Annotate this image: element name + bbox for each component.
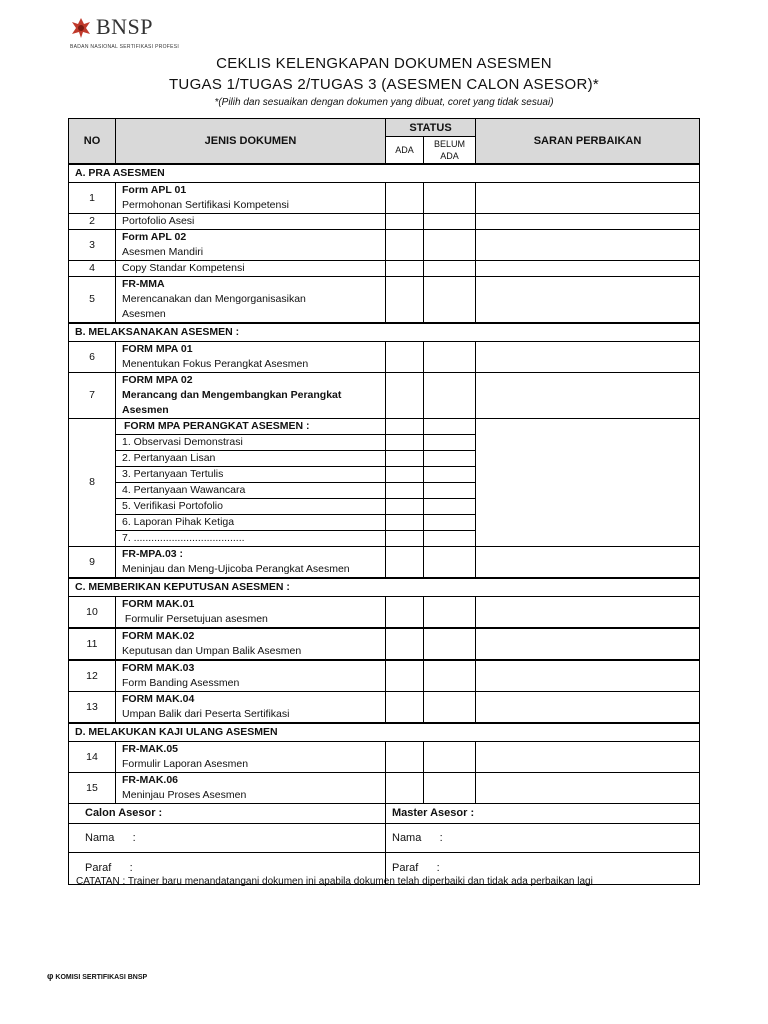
saran-cell[interactable] xyxy=(476,276,700,323)
doc-code: Form APL 02 xyxy=(122,230,187,243)
belum-ada-cell[interactable] xyxy=(424,596,476,628)
belum-ada-cell[interactable] xyxy=(424,660,476,692)
ada-cell[interactable] xyxy=(386,741,424,772)
doc-desc: Menentukan Fokus Perangkat Asesmen xyxy=(122,357,309,370)
table-row xyxy=(69,213,700,229)
belum-ada-cell[interactable] xyxy=(424,341,476,372)
doc-desc: Asesmen xyxy=(122,403,169,416)
ada-cell[interactable] xyxy=(386,466,424,482)
bnsp-logo xyxy=(68,14,178,54)
signature-nama-row xyxy=(69,823,700,852)
ada-cell[interactable] xyxy=(386,498,424,514)
doc-code: FORM MPA PERANGKAT ASESMEN : xyxy=(124,419,310,432)
doc-code: FR-MPA.03 : xyxy=(122,547,184,560)
ada-cell[interactable] xyxy=(386,260,424,276)
ada-cell[interactable] xyxy=(386,182,424,213)
table-row xyxy=(69,276,700,323)
row-number: 7 xyxy=(69,372,116,418)
ada-cell[interactable] xyxy=(386,772,424,803)
belum-ada-cell[interactable] xyxy=(424,276,476,323)
section-b-heading: B. MELAKSANAKAN ASESMEN : xyxy=(69,323,700,342)
table-row xyxy=(69,660,700,692)
row-number: 5 xyxy=(69,276,116,323)
doc-desc: Permohonan Sertifikasi Kompetensi xyxy=(122,198,289,211)
doc-desc: Meninjau Proses Asesmen xyxy=(122,788,247,801)
doc-code: Form APL 01 xyxy=(122,183,187,196)
document-title: CEKLIS KELENGKAPAN DOKUMEN ASESMEN xyxy=(216,55,552,72)
selection-note: *(Pilih dan sesuaikan dengan dokumen yang dibuat, coret yang tidak sesuai) xyxy=(214,97,554,108)
saran-cell[interactable] xyxy=(476,341,700,372)
belum-ada-cell[interactable] xyxy=(424,213,476,229)
footer-logo-icon: φ xyxy=(47,971,54,981)
saran-cell[interactable] xyxy=(476,596,700,628)
table-row xyxy=(69,741,700,772)
sub-item: 3. Pertanyaan Tertulis xyxy=(122,467,224,480)
belum-ada-cell[interactable] xyxy=(424,418,476,434)
calon-asesor-label: Calon Asesor : xyxy=(69,803,386,823)
saran-cell[interactable] xyxy=(476,660,700,692)
table-row xyxy=(69,596,700,628)
ada-cell[interactable] xyxy=(386,546,424,578)
saran-cell[interactable] xyxy=(476,260,700,276)
table-row xyxy=(69,341,700,372)
table-row xyxy=(69,772,700,803)
saran-cell[interactable] xyxy=(476,372,700,418)
master-paraf-field[interactable]: Paraf : xyxy=(386,852,700,884)
header-row xyxy=(69,119,700,137)
col-no-header: NO xyxy=(69,119,116,164)
doc-code: FORM MPA 01 xyxy=(122,342,193,355)
row-number: 6 xyxy=(69,341,116,372)
row-number: 4 xyxy=(69,260,116,276)
checklist-table xyxy=(68,118,700,885)
saran-cell[interactable] xyxy=(476,229,700,260)
belum-ada-cell[interactable] xyxy=(424,482,476,498)
saran-cell[interactable] xyxy=(476,628,700,660)
doc-desc: Copy Standar Kompetensi xyxy=(122,261,245,274)
table-row xyxy=(69,546,700,578)
saran-cell[interactable] xyxy=(476,182,700,213)
garuda-logo-icon xyxy=(70,16,92,40)
saran-cell[interactable] xyxy=(476,691,700,723)
logo-subtext: BADAN NASIONAL SERTIFIKASI PROFESI xyxy=(70,44,180,50)
belum-ada-cell[interactable] xyxy=(424,628,476,660)
doc-desc: Formulir Laporan Asesmen xyxy=(122,757,249,770)
section-d-heading: D. MELAKUKAN KAJI ULANG ASESMEN xyxy=(69,723,700,742)
saran-cell[interactable] xyxy=(476,741,700,772)
row-number: 9 xyxy=(69,546,116,578)
col-ada-header: ADA xyxy=(386,137,424,164)
table-row xyxy=(69,260,700,276)
ada-cell[interactable] xyxy=(386,372,424,418)
doc-desc: Meninjau dan Meng-Ujicoba Perangkat Asesmen xyxy=(122,562,350,575)
belum-ada-cell[interactable] xyxy=(424,260,476,276)
ada-cell[interactable] xyxy=(386,229,424,260)
belum-ada-cell[interactable] xyxy=(424,530,476,546)
belum-ada-cell[interactable] xyxy=(424,741,476,772)
doc-code: FORM MAK.01 xyxy=(122,597,195,610)
ada-cell[interactable] xyxy=(386,450,424,466)
doc-desc: Asesmen Mandiri xyxy=(122,245,204,258)
doc-desc: Merencanakan dan Mengorganisasikan xyxy=(122,292,306,305)
doc-code: FORM MAK.03 xyxy=(122,661,195,674)
belum-ada-cell[interactable] xyxy=(424,372,476,418)
table-row xyxy=(69,229,700,260)
belum-ada-cell[interactable] xyxy=(424,691,476,723)
row-number: 11 xyxy=(69,628,116,660)
saran-cell[interactable] xyxy=(476,213,700,229)
ada-cell[interactable] xyxy=(386,691,424,723)
belum-ada-cell[interactable] xyxy=(424,466,476,482)
row-number: 14 xyxy=(69,741,116,772)
doc-code: FR-MAK.06 xyxy=(122,773,179,786)
belum-ada-cell[interactable] xyxy=(424,182,476,213)
logo-text: BNSP xyxy=(96,14,154,39)
doc-code: FORM MAK.02 xyxy=(122,629,195,642)
catatan-note: CATATAN : Trainer baru menandatangani dokumen ini apabila dokumen telah diperbaiki dan tidak ada perbaikan lagi xyxy=(76,876,593,887)
doc-desc: Portofolio Asesi xyxy=(122,214,195,227)
calon-paraf-field[interactable]: Paraf : xyxy=(69,852,386,884)
document-subtitle: TUGAS 1/TUGAS 2/TUGAS 3 (ASESMEN CALON ASESOR)* xyxy=(168,76,600,93)
saran-cell[interactable] xyxy=(476,546,700,578)
col-saran-header: SARAN PERBAIKAN xyxy=(476,119,700,164)
doc-desc: Umpan Balik dari Peserta Sertifikasi xyxy=(122,707,290,720)
doc-code: FORM MPA 02 xyxy=(122,373,193,386)
doc-desc: Form Banding Asessmen xyxy=(122,676,240,689)
ada-cell[interactable] xyxy=(386,530,424,546)
signature-heading-row xyxy=(69,803,700,823)
col-belum-header: BELUM ADA xyxy=(424,137,476,164)
ada-cell[interactable] xyxy=(386,628,424,660)
ada-cell[interactable] xyxy=(386,660,424,692)
doc-desc: Keputusan dan Umpan Balik Asesmen xyxy=(122,644,302,657)
ada-cell[interactable] xyxy=(386,482,424,498)
ada-cell[interactable] xyxy=(386,514,424,530)
doc-code: FR-MMA xyxy=(122,277,165,290)
row-number: 12 xyxy=(69,660,116,692)
col-jenis-header: JENIS DOKUMEN xyxy=(116,119,386,164)
footer-text: KOMISI SERTIFIKASI BNSP xyxy=(55,974,148,981)
ada-cell[interactable] xyxy=(386,276,424,323)
doc-code: FORM MAK.04 xyxy=(122,692,195,705)
saran-cell[interactable] xyxy=(476,772,700,803)
row-number: 3 xyxy=(69,229,116,260)
ada-cell[interactable] xyxy=(386,213,424,229)
sub-item: 6. Laporan Pihak Ketiga xyxy=(122,515,235,528)
belum-ada-cell[interactable] xyxy=(424,498,476,514)
doc-desc: Merancang dan Mengembangkan Perangkat xyxy=(122,388,342,401)
row-number: 1 xyxy=(69,182,116,213)
sub-item: 1. Observasi Demonstrasi xyxy=(122,435,243,448)
row-number: 15 xyxy=(69,772,116,803)
doc-desc: Formulir Persetujuan asesmen xyxy=(122,612,268,625)
row-number: 13 xyxy=(69,691,116,723)
belum-ada-cell[interactable] xyxy=(424,514,476,530)
table-row xyxy=(69,372,700,418)
master-asesor-label: Master Asesor : xyxy=(386,803,700,823)
ada-cell[interactable] xyxy=(386,434,424,450)
row-number: 8 xyxy=(69,418,116,546)
sub-item: 7. ...................................... xyxy=(122,531,245,544)
belum-ada-cell[interactable] xyxy=(424,229,476,260)
table-row xyxy=(69,418,700,434)
belum-ada-cell[interactable] xyxy=(424,450,476,466)
section-a-heading: A. PRA ASESMEN xyxy=(69,164,700,183)
saran-cell[interactable] xyxy=(476,418,700,546)
sub-item: 2. Pertanyaan Lisan xyxy=(122,451,216,464)
table-row xyxy=(69,182,700,213)
ada-cell[interactable] xyxy=(386,341,424,372)
calon-nama-field[interactable]: Nama : xyxy=(69,823,386,852)
footer xyxy=(47,971,147,981)
table-row xyxy=(69,691,700,723)
sub-item: 4. Pertanyaan Wawancara xyxy=(122,483,246,496)
table-row xyxy=(69,628,700,660)
sub-item: 5. Verifikasi Portofolio xyxy=(122,499,223,512)
ada-cell[interactable] xyxy=(386,596,424,628)
ada-cell[interactable] xyxy=(386,418,424,434)
belum-ada-cell[interactable] xyxy=(424,434,476,450)
belum-ada-cell[interactable] xyxy=(424,546,476,578)
row-number: 10 xyxy=(69,596,116,628)
doc-code: FR-MAK.05 xyxy=(122,742,179,755)
doc-desc: Asesmen xyxy=(122,307,166,320)
row-number: 2 xyxy=(69,213,116,229)
master-nama-field[interactable]: Nama : xyxy=(386,823,700,852)
col-status-header: STATUS xyxy=(386,119,476,137)
section-c-heading: C. MEMBERIKAN KEPUTUSAN ASESMEN : xyxy=(69,578,700,597)
belum-ada-cell[interactable] xyxy=(424,772,476,803)
